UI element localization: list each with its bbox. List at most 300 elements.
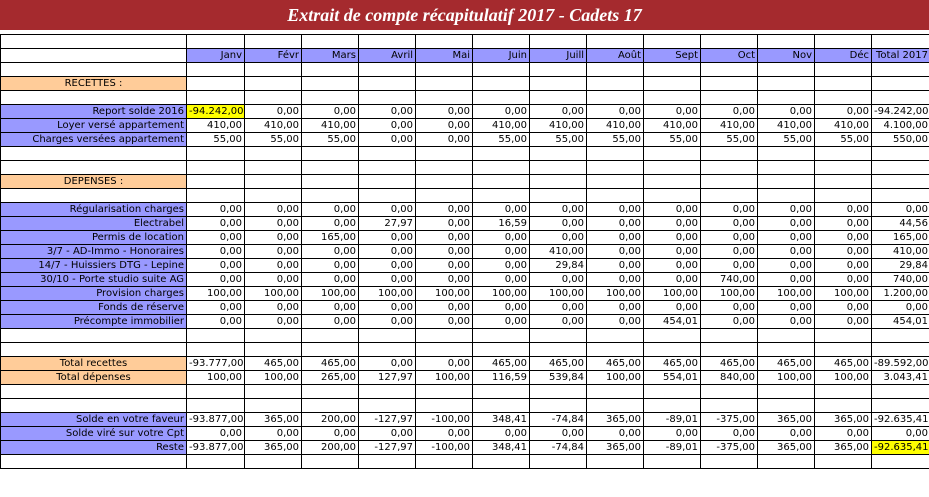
value-cell[interactable]: 0,00 [416,119,473,133]
value-cell[interactable]: 410,00 [758,119,815,133]
value-cell[interactable]: 0,00 [416,203,473,217]
value-cell[interactable]: 0,00 [587,217,644,231]
value-cell[interactable]: 0,00 [701,427,758,441]
value-cell[interactable]: 100,00 [815,287,872,301]
value-cell[interactable]: 410,00 [245,119,302,133]
value-cell[interactable]: 0,00 [187,259,245,273]
value-cell[interactable]: 100,00 [815,371,872,385]
value-cell[interactable]: 100,00 [416,287,473,301]
value-cell[interactable]: 0,00 [187,217,245,231]
empty-cell[interactable] [644,189,701,203]
empty-cell[interactable] [302,455,359,469]
value-cell[interactable]: 365,00 [245,441,302,455]
value-cell[interactable]: 165,00 [302,231,359,245]
value-cell[interactable]: 0,00 [530,203,587,217]
value-cell[interactable]: 0,00 [302,273,359,287]
value-cell[interactable]: 0,00 [416,273,473,287]
empty-cell[interactable] [245,343,302,357]
value-cell[interactable]: 0,00 [187,427,245,441]
value-cell[interactable]: 0,00 [758,245,815,259]
value-cell[interactable]: 0,00 [587,203,644,217]
empty-cell[interactable] [1,399,187,413]
value-cell[interactable]: -127,97 [359,413,416,427]
empty-cell[interactable] [359,91,416,105]
value-cell[interactable]: 100,00 [758,371,815,385]
value-cell[interactable]: 3.043,41 [872,371,929,385]
empty-cell[interactable] [359,35,416,49]
value-cell[interactable]: 0,00 [359,427,416,441]
empty-cell[interactable] [245,147,302,161]
value-cell[interactable]: 0,00 [758,315,815,329]
empty-cell[interactable] [758,399,815,413]
value-cell[interactable]: 100,00 [587,287,644,301]
value-cell[interactable]: 0,00 [815,427,872,441]
empty-cell[interactable] [473,91,530,105]
value-cell[interactable]: 0,00 [758,427,815,441]
section-label[interactable]: DEPENSES : [1,175,187,189]
value-cell[interactable]: -92.635,41 [872,441,929,455]
value-cell[interactable]: 0,00 [815,231,872,245]
empty-cell[interactable] [530,385,587,399]
value-cell[interactable]: 100,00 [530,287,587,301]
empty-cell[interactable] [359,343,416,357]
empty-cell[interactable] [872,147,929,161]
month-header[interactable]: Mars [302,49,359,63]
empty-cell[interactable] [872,329,929,343]
empty-cell[interactable] [701,161,758,175]
row-label[interactable]: Permis de location [1,231,187,245]
empty-cell[interactable] [359,175,416,189]
month-header[interactable]: Total 2017 [872,49,929,63]
value-cell[interactable]: 0,00 [815,315,872,329]
value-cell[interactable]: 0,00 [473,301,530,315]
value-cell[interactable]: 0,00 [530,301,587,315]
row-label[interactable]: Précompte immobilier [1,315,187,329]
empty-cell[interactable] [644,175,701,189]
section-label[interactable]: RECETTES : [1,77,187,91]
value-cell[interactable]: 410,00 [701,119,758,133]
empty-cell[interactable] [644,147,701,161]
value-cell[interactable]: 0,00 [644,427,701,441]
month-header[interactable]: Juin [473,49,530,63]
value-cell[interactable]: 0,00 [473,105,530,119]
empty-cell[interactable] [416,343,473,357]
empty-cell[interactable] [473,63,530,77]
empty-cell[interactable] [530,343,587,357]
empty-cell[interactable] [187,189,245,203]
empty-cell[interactable] [416,399,473,413]
value-cell[interactable]: -100,00 [416,441,473,455]
value-cell[interactable]: 740,00 [872,273,929,287]
value-cell[interactable]: 465,00 [302,357,359,371]
value-cell[interactable]: 4.100,00 [872,119,929,133]
empty-cell[interactable] [416,77,473,91]
value-cell[interactable]: -89.592,00 [872,357,929,371]
value-cell[interactable]: 0,00 [302,259,359,273]
value-cell[interactable]: 365,00 [758,413,815,427]
empty-cell[interactable] [473,343,530,357]
empty-cell[interactable] [245,399,302,413]
empty-cell[interactable] [758,161,815,175]
row-label[interactable]: Total recettes [1,357,187,371]
value-cell[interactable]: -127,97 [359,441,416,455]
empty-cell[interactable] [587,329,644,343]
value-cell[interactable]: 0,00 [359,315,416,329]
row-label[interactable]: Electrabel [1,217,187,231]
value-cell[interactable]: 200,00 [302,413,359,427]
month-header[interactable]: Janv [187,49,245,63]
value-cell[interactable]: 0,00 [187,315,245,329]
value-cell[interactable]: 0,00 [416,217,473,231]
empty-cell[interactable] [872,385,929,399]
value-cell[interactable]: 27,97 [359,217,416,231]
empty-cell[interactable] [473,189,530,203]
value-cell[interactable]: 0,00 [530,105,587,119]
empty-cell[interactable] [701,189,758,203]
value-cell[interactable]: -74,84 [530,413,587,427]
row-label[interactable]: Report solde 2016 [1,105,187,119]
value-cell[interactable]: 0,00 [245,203,302,217]
empty-cell[interactable] [587,91,644,105]
value-cell[interactable]: 55,00 [187,133,245,147]
value-cell[interactable]: 410,00 [872,245,929,259]
empty-cell[interactable] [359,455,416,469]
value-cell[interactable]: 165,00 [872,231,929,245]
value-cell[interactable]: 0,00 [245,217,302,231]
value-cell[interactable]: 100,00 [701,287,758,301]
empty-cell[interactable] [302,385,359,399]
empty-cell[interactable] [587,63,644,77]
empty-cell[interactable] [530,455,587,469]
empty-cell[interactable] [872,91,929,105]
value-cell[interactable]: -93.877,00 [187,413,245,427]
empty-cell[interactable] [644,385,701,399]
value-cell[interactable]: 465,00 [245,357,302,371]
empty-cell[interactable] [872,35,929,49]
month-header[interactable]: Févr [245,49,302,63]
value-cell[interactable]: 365,00 [245,413,302,427]
row-label[interactable]: Charges versées appartement [1,133,187,147]
empty-cell[interactable] [359,63,416,77]
value-cell[interactable]: 0,00 [359,203,416,217]
value-cell[interactable]: -89,01 [644,413,701,427]
empty-cell[interactable] [701,343,758,357]
value-cell[interactable]: 0,00 [359,231,416,245]
value-cell[interactable]: 100,00 [416,371,473,385]
empty-cell[interactable] [530,63,587,77]
value-cell[interactable]: 410,00 [302,119,359,133]
value-cell[interactable]: 0,00 [473,259,530,273]
value-cell[interactable]: 0,00 [758,105,815,119]
empty-cell[interactable] [187,329,245,343]
empty-cell[interactable] [1,455,187,469]
month-header[interactable]: Mai [416,49,473,63]
value-cell[interactable]: 539,84 [530,371,587,385]
empty-cell[interactable] [359,77,416,91]
value-cell[interactable]: 0,00 [245,259,302,273]
empty-cell[interactable] [416,189,473,203]
value-cell[interactable]: 0,00 [758,259,815,273]
value-cell[interactable]: 0,00 [587,259,644,273]
value-cell[interactable]: 0,00 [701,259,758,273]
value-cell[interactable]: 0,00 [473,231,530,245]
empty-cell[interactable] [245,455,302,469]
empty-cell[interactable] [416,35,473,49]
empty-cell[interactable] [587,385,644,399]
empty-cell[interactable] [644,343,701,357]
value-cell[interactable]: 55,00 [530,133,587,147]
value-cell[interactable]: 0,00 [701,245,758,259]
month-header[interactable]: Nov [758,49,815,63]
value-cell[interactable]: 200,00 [302,441,359,455]
value-cell[interactable]: 0,00 [815,273,872,287]
empty-cell[interactable] [416,147,473,161]
value-cell[interactable]: 127,97 [359,371,416,385]
row-label[interactable]: Solde en votre faveur [1,413,187,427]
value-cell[interactable]: 100,00 [644,287,701,301]
value-cell[interactable]: 0,00 [530,315,587,329]
empty-cell[interactable] [187,35,245,49]
value-cell[interactable]: 0,00 [187,245,245,259]
value-cell[interactable]: 410,00 [815,119,872,133]
row-label[interactable]: Fonds de réserve [1,301,187,315]
value-cell[interactable]: 465,00 [530,357,587,371]
empty-cell[interactable] [245,35,302,49]
empty-cell[interactable] [473,399,530,413]
empty-cell[interactable] [530,161,587,175]
value-cell[interactable]: 0,00 [872,301,929,315]
empty-cell[interactable] [473,35,530,49]
empty-cell[interactable] [416,161,473,175]
value-cell[interactable]: 465,00 [473,357,530,371]
empty-cell[interactable] [302,161,359,175]
empty-cell[interactable] [701,329,758,343]
value-cell[interactable]: 0,00 [587,427,644,441]
value-cell[interactable]: 0,00 [187,273,245,287]
value-cell[interactable]: 100,00 [758,287,815,301]
value-cell[interactable]: 465,00 [815,357,872,371]
empty-cell[interactable] [587,175,644,189]
empty-cell[interactable] [815,161,872,175]
empty-cell[interactable] [644,329,701,343]
value-cell[interactable]: 410,00 [644,119,701,133]
value-cell[interactable]: 0,00 [416,315,473,329]
value-cell[interactable]: 0,00 [359,245,416,259]
empty-cell[interactable] [701,63,758,77]
month-header[interactable]: Juill [530,49,587,63]
empty-cell[interactable] [530,189,587,203]
empty-cell[interactable] [187,147,245,161]
empty-cell[interactable] [758,91,815,105]
empty-cell[interactable] [701,399,758,413]
value-cell[interactable]: 465,00 [701,357,758,371]
value-cell[interactable]: 0,00 [701,301,758,315]
empty-cell[interactable] [359,147,416,161]
empty-cell[interactable] [1,63,187,77]
value-cell[interactable]: 0,00 [815,259,872,273]
empty-cell[interactable] [758,35,815,49]
empty-cell[interactable] [872,399,929,413]
value-cell[interactable]: 0,00 [245,273,302,287]
month-header[interactable]: Déc [815,49,872,63]
value-cell[interactable]: 0,00 [302,315,359,329]
value-cell[interactable]: 0,00 [758,231,815,245]
value-cell[interactable]: 365,00 [587,413,644,427]
empty-cell[interactable] [758,175,815,189]
empty-cell[interactable] [416,385,473,399]
empty-cell[interactable] [530,91,587,105]
empty-cell[interactable] [473,175,530,189]
value-cell[interactable]: 100,00 [245,287,302,301]
month-header[interactable]: Août [587,49,644,63]
value-cell[interactable]: 55,00 [587,133,644,147]
empty-cell[interactable] [302,91,359,105]
empty-cell[interactable] [701,455,758,469]
empty-cell[interactable] [587,161,644,175]
empty-cell[interactable] [1,147,187,161]
value-cell[interactable]: 365,00 [758,441,815,455]
empty-cell[interactable] [473,77,530,91]
empty-cell[interactable] [302,189,359,203]
value-cell[interactable]: 0,00 [416,245,473,259]
value-cell[interactable]: 55,00 [815,133,872,147]
empty-cell[interactable] [815,189,872,203]
empty-cell[interactable] [872,77,929,91]
empty-cell[interactable] [815,63,872,77]
value-cell[interactable]: 0,00 [587,301,644,315]
value-cell[interactable]: 0,00 [302,301,359,315]
value-cell[interactable]: 0,00 [359,357,416,371]
empty-cell[interactable] [359,385,416,399]
value-cell[interactable]: 100,00 [359,287,416,301]
empty-cell[interactable] [1,343,187,357]
value-cell[interactable]: 365,00 [815,441,872,455]
empty-cell[interactable] [473,385,530,399]
value-cell[interactable]: 0,00 [644,217,701,231]
value-cell[interactable]: 348,41 [473,441,530,455]
month-header[interactable]: Avril [359,49,416,63]
value-cell[interactable]: 0,00 [815,105,872,119]
value-cell[interactable]: 0,00 [473,315,530,329]
empty-cell[interactable] [473,329,530,343]
value-cell[interactable]: 840,00 [701,371,758,385]
value-cell[interactable]: -93.777,00 [187,357,245,371]
value-cell[interactable]: 100,00 [187,371,245,385]
row-label[interactable]: Reste [1,441,187,455]
value-cell[interactable]: 0,00 [359,105,416,119]
value-cell[interactable]: 740,00 [701,273,758,287]
value-cell[interactable]: 0,00 [359,301,416,315]
empty-cell[interactable] [416,329,473,343]
empty-cell[interactable] [1,49,187,63]
value-cell[interactable]: 0,00 [644,301,701,315]
empty-cell[interactable] [758,77,815,91]
value-cell[interactable]: 0,00 [245,315,302,329]
value-cell[interactable]: 410,00 [530,245,587,259]
value-cell[interactable]: 0,00 [644,273,701,287]
empty-cell[interactable] [530,147,587,161]
row-label[interactable]: Provision charges [1,287,187,301]
empty-cell[interactable] [701,175,758,189]
empty-cell[interactable] [758,385,815,399]
value-cell[interactable]: 0,00 [815,301,872,315]
empty-cell[interactable] [473,455,530,469]
value-cell[interactable]: -94.242,00 [187,105,245,119]
value-cell[interactable]: 29,84 [530,259,587,273]
empty-cell[interactable] [587,189,644,203]
empty-cell[interactable] [815,147,872,161]
value-cell[interactable]: 0,00 [587,315,644,329]
empty-cell[interactable] [302,329,359,343]
empty-cell[interactable] [302,399,359,413]
value-cell[interactable]: 0,00 [644,203,701,217]
empty-cell[interactable] [245,91,302,105]
value-cell[interactable]: 0,00 [416,301,473,315]
value-cell[interactable]: 0,00 [473,245,530,259]
empty-cell[interactable] [701,147,758,161]
empty-cell[interactable] [872,343,929,357]
value-cell[interactable]: 410,00 [530,119,587,133]
empty-cell[interactable] [187,385,245,399]
empty-cell[interactable] [872,175,929,189]
empty-cell[interactable] [758,63,815,77]
value-cell[interactable]: 100,00 [302,287,359,301]
empty-cell[interactable] [758,343,815,357]
value-cell[interactable]: 554,01 [644,371,701,385]
value-cell[interactable]: 0,00 [416,133,473,147]
value-cell[interactable]: 348,41 [473,413,530,427]
empty-cell[interactable] [872,63,929,77]
value-cell[interactable]: 0,00 [187,301,245,315]
row-label[interactable]: 30/10 - Porte studio suite AG [1,273,187,287]
empty-cell[interactable] [644,91,701,105]
value-cell[interactable]: 0,00 [359,273,416,287]
value-cell[interactable]: 0,00 [530,217,587,231]
empty-cell[interactable] [644,161,701,175]
empty-cell[interactable] [815,77,872,91]
value-cell[interactable]: -89,01 [644,441,701,455]
empty-cell[interactable] [587,399,644,413]
empty-cell[interactable] [758,455,815,469]
value-cell[interactable]: 0,00 [644,231,701,245]
empty-cell[interactable] [416,63,473,77]
empty-cell[interactable] [1,329,187,343]
empty-cell[interactable] [302,147,359,161]
empty-cell[interactable] [815,343,872,357]
empty-cell[interactable] [245,175,302,189]
value-cell[interactable]: 365,00 [815,413,872,427]
value-cell[interactable]: -375,00 [701,441,758,455]
value-cell[interactable]: 55,00 [701,133,758,147]
empty-cell[interactable] [872,455,929,469]
value-cell[interactable]: 55,00 [473,133,530,147]
value-cell[interactable]: -100,00 [416,413,473,427]
empty-cell[interactable] [701,385,758,399]
value-cell[interactable]: 0,00 [758,217,815,231]
value-cell[interactable]: 0,00 [701,315,758,329]
value-cell[interactable]: 0,00 [359,133,416,147]
empty-cell[interactable] [187,343,245,357]
value-cell[interactable]: 0,00 [530,231,587,245]
row-label[interactable]: Solde viré sur votre Cpt [1,427,187,441]
empty-cell[interactable] [587,147,644,161]
empty-cell[interactable] [530,329,587,343]
value-cell[interactable]: 454,01 [644,315,701,329]
value-cell[interactable]: 0,00 [245,427,302,441]
value-cell[interactable]: 0,00 [758,273,815,287]
value-cell[interactable]: 100,00 [587,371,644,385]
value-cell[interactable]: 410,00 [587,119,644,133]
